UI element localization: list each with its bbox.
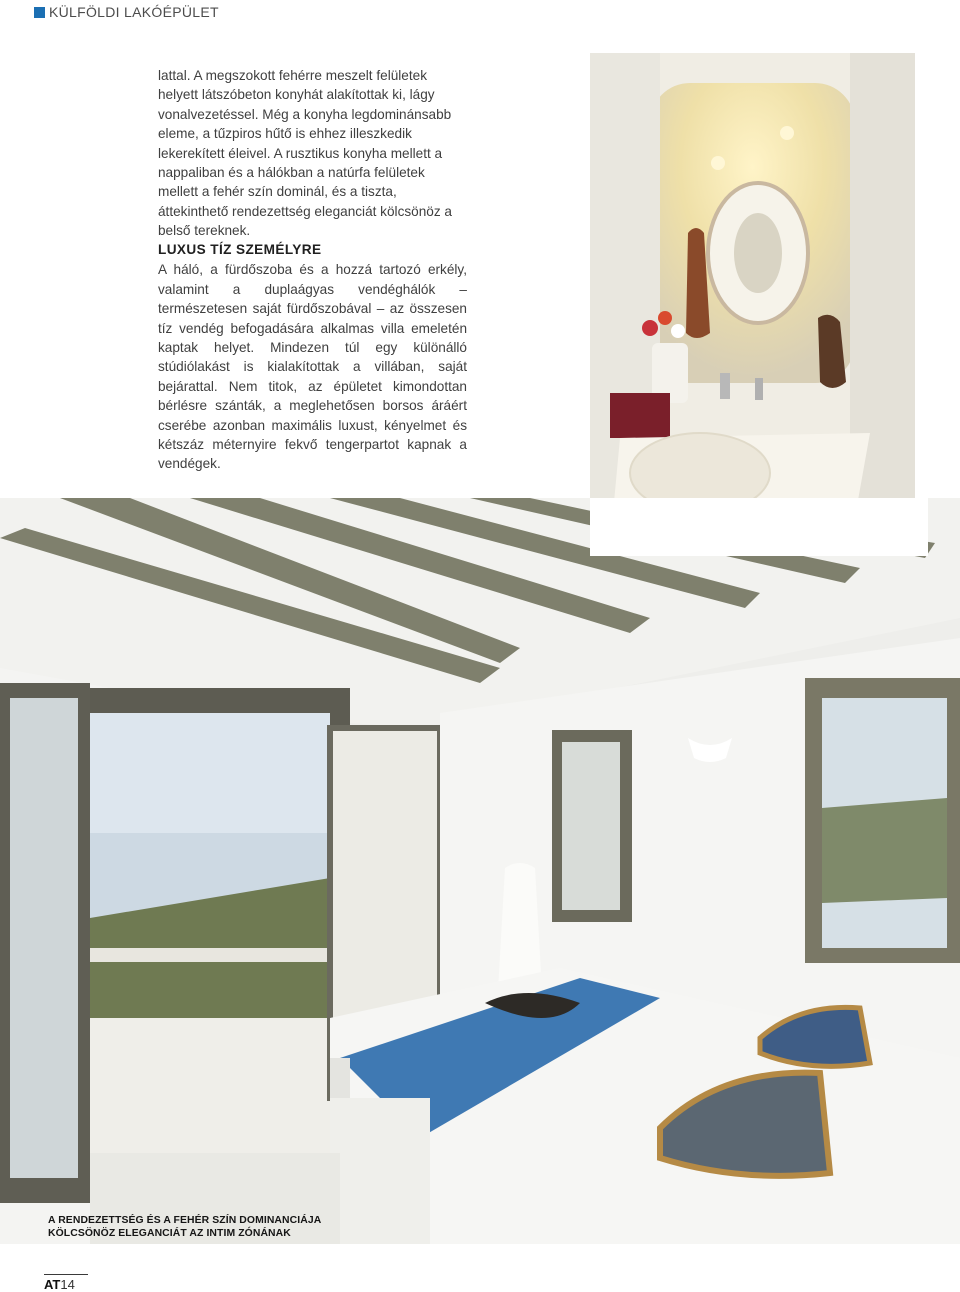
section-marker-icon	[34, 7, 45, 18]
article-section-2	[158, 240, 467, 474]
page-number: 14	[60, 1277, 75, 1292]
footer-rule	[44, 1274, 88, 1275]
page-footer	[44, 1277, 75, 1292]
caption-line-1: A RENDEZETTSÉG ÉS A FEHÉR SZÍN DOMINANCIÁJA	[48, 1215, 322, 1226]
caption-line-2: KÖLCSÖNÖZ ELEGANCIÁT AZ INTIM ZÓNÁNAK	[48, 1228, 291, 1239]
article-subheading: LUXUS TÍZ SZEMÉLYRE	[158, 242, 322, 257]
article-paragraph-2: A háló, a fürdőszoba és a hozzá tartozó erkély, valamint a duplaágyas vendéghálók – természetesen saját fürdőszobával – az összesen tíz vendég befogadására alkalmas villa emeletén kaptak helyet. Mindezen túl egy különálló stúdiólakást is kialakítottak a villában, saját bejárattal. Nem titok, az épületet kimondottan bérlésre szánták, a meglehetősen borsos áráért cserébe azonban maximális luxust, kényelmet és kétszáz méternyire fekvő tengerpartot kapnak a vendégek.	[158, 262, 467, 472]
bedroom-photo	[0, 498, 960, 1244]
bathroom-photo	[590, 53, 915, 545]
photo-caption	[48, 1214, 321, 1240]
article-paragraph-1: lattal. A megszokott fehérre meszelt felületek helyett látszóbeton konyhát alakítottak ki, lágy vonalvezetéssel. Még a konyha legdominánsabb eleme, a tűzpiros hűtő is ehhez illeszkedik lekerekített éleivel. A rusztikus konyha mellett a nappaliban és a hálókban a natúrfa felületek mellett a fehér szín dominál, és a tiszta, áttekinthető rendezettség eleganciát kölcsönöz a belső tereknek.	[158, 68, 452, 239]
magazine-brand: AT	[44, 1277, 61, 1292]
section-title: KÜLFÖLDI LAKÓÉPÜLET	[49, 4, 219, 20]
layout-white-block	[590, 498, 928, 556]
section-label	[34, 4, 219, 20]
